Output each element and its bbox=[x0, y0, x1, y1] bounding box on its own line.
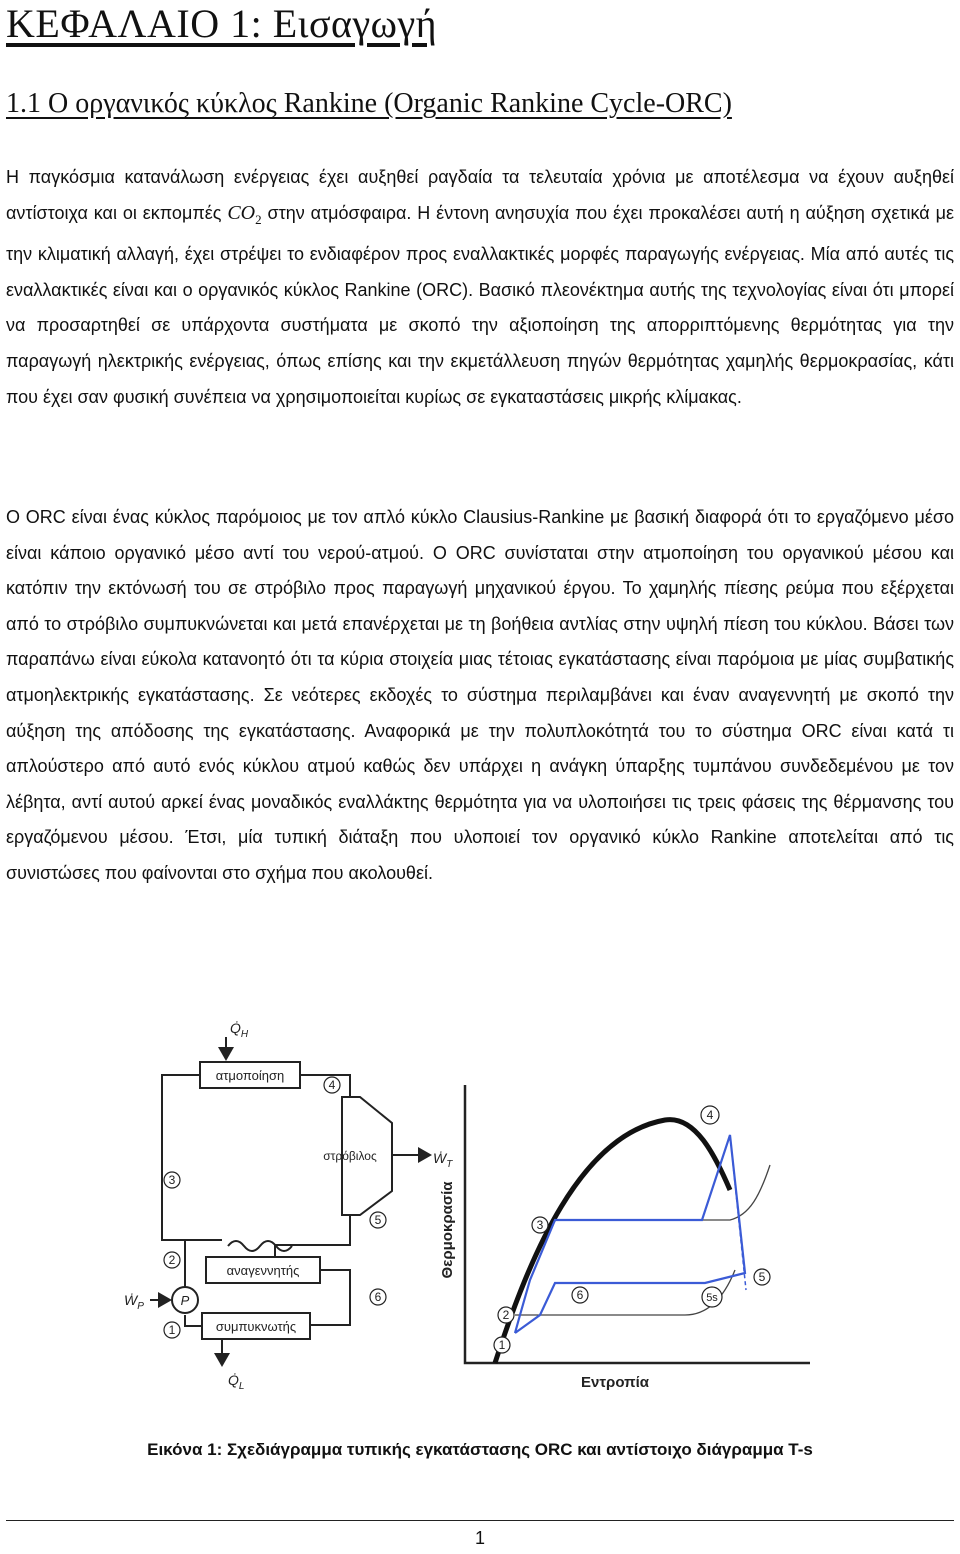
intro-text-after-formula: στην ατμόσφαιρα. Η έντονη ανησυχία που έχει προκαλέσει αυτή η αύξηση σχετικά με την κλιματική αλλαγή, έχει στρέψει το ενδιαφέρον προς εναλλακτικές μορφές παραγωγής ενέργειας. Μία από αυτές τις εναλλακτικές είναι και ο οργανικός κύκλος Rankine (ORC). Βασικό πλεονέκτημα αυτής της τεχνολογίας είναι ότι μπορεί να προσαρτηθεί σε υπάρχοντα συστήματα με σκοπό την αξιοποίηση της απορριπτόμενης θερμότητας για την παραγωγή ηλεκτρικής ενέργειας, όπως επίσης και την εκμετάλλευση πηγών θερμότητας χαμηλής θερμοκρασίας, κάτι που έχει σαν φυσική συνέπεια να χρησιμοποιείται κυρίως σε εγκαταστάσεις μικρής κλίμακας. bbox=[6, 202, 955, 407]
svg-text:6: 6 bbox=[374, 1290, 382, 1304]
section-title: 1.1 Ο οργανικός κύκλος Rankine (Organic Rankine Cycle-ORC) bbox=[6, 88, 732, 119]
evaporator-label: ατμοποίηση bbox=[215, 1068, 285, 1083]
svg-text:1: 1 bbox=[498, 1338, 506, 1352]
footer-rule bbox=[6, 1520, 954, 1521]
heat-out-label: $Q̇_L$ bbox=[228, 1372, 245, 1392]
orc-description-paragraph: Ο ORC είναι ένας κύκλος παρόμοιος με τον απλό κύκλο Clausius-Rankine με βασική διαφορά ότι το εργαζόμενο μέσο είναι κάποιο οργανικό μέσο αντί του νερού-ατμού. Ο ORC συνίσταται στην ατμοποίηση του οργανικού μέσου και κατόπιν την εκτόνωσή του σε στρόβιλο προς παραγωγή μηχανικού έργου. Το χαμηλής πίεσης ρεύμα που εξέρχεται από το στρόβιλο συμπυκνώνεται και μετά επανέρχεται με τη βοήθεια αντλίας στην υψηλή πίεση του κύκλου. Βάσει των παραπάνω είναι εύκολα κατανοητό ότι τα κύρια στοιχεία μιας τέτοιας εγκατάστασης είναι παρόμοια με μίας συμβατικής ατμοηλεκτρικής εγκατάστασης. Σε νεότερες εκδοχές το σύστημα περιλαμβάνει και έναν αναγεννητή με σκοπό την αύξηση της απόδοσης της εγκατάστασης. Αναφορικά με την πολυπλοκότητά του το σύστημα ORC είναι κατά τι απλούστερο από αυτό ενός κύκλου ατμού καθώς δεν υπάρχει η ανάγκη ύπαρξης τυμπάνου συνδεδεμένου με τον λέβητα, αντί αυτού αρκεί ένας μοναδικός εναλλάκτης θερμότητα για να υλοποιήσει τις τρεις φάσεις της θέρμανσης του εργαζόμενου μέσου. Έτσι, μία τυπική διάταξη που υλοποιεί τον οργανικό κύκλο Rankine αποτελείται από τις συνιστώσες που φαίνονται στο σχήμα που ακολουθεί. bbox=[6, 507, 954, 883]
condenser-label: συμπυκνωτής bbox=[215, 1319, 297, 1334]
svg-text:4: 4 bbox=[706, 1108, 714, 1122]
figure-caption: Εικόνα 1: Σχεδιάγραμμα τυπικής εγκατάστασης ORC και αντίστοιχο διάγραμμα T-s bbox=[147, 1440, 813, 1459]
ts-state-5 bbox=[754, 1269, 770, 1285]
svg-text:2: 2 bbox=[502, 1308, 510, 1322]
schematic-state-3 bbox=[164, 1172, 180, 1188]
ts-y-axis-label: Θερμοκρασία bbox=[439, 1181, 456, 1279]
svg-text:1: 1 bbox=[168, 1323, 176, 1337]
chapter-title: ΚΕΦΑΛΑΙΟ 1: Εισαγωγή bbox=[6, 1, 438, 46]
svg-text:3: 3 bbox=[536, 1218, 544, 1232]
ts-x-axis-label: Εντροπία bbox=[581, 1374, 649, 1391]
ts-state-1 bbox=[494, 1337, 510, 1353]
pump-label: P bbox=[180, 1293, 190, 1308]
turbine-work-label: Ẇ$_T$ bbox=[433, 1150, 453, 1170]
intro-text-before-formula: Η παγκόσμια κατανάλωση ενέργειας έχει αυξηθεί ραγδαία τα τελευταία χρόνια με αποτέλεσμα να έχουν αυξηθεί αντίστοιχα και οι εκπομπές bbox=[6, 167, 954, 223]
svg-text:6: 6 bbox=[576, 1288, 584, 1302]
co2-formula: $CO_2$ bbox=[227, 201, 262, 227]
schematic-state-6 bbox=[370, 1289, 386, 1305]
pump-work-label: Ẇ$_P$ bbox=[124, 1292, 144, 1312]
orc-figure bbox=[110, 1015, 830, 1410]
orc-schematic bbox=[150, 1037, 430, 1365]
schematic-state-4 bbox=[324, 1077, 340, 1093]
ts-state-6 bbox=[572, 1287, 588, 1303]
ts-state-markers bbox=[494, 1106, 770, 1353]
ts-state-4 bbox=[701, 1106, 719, 1124]
svg-text:3: 3 bbox=[168, 1173, 176, 1187]
saturation-dome bbox=[495, 1120, 730, 1363]
intro-paragraph bbox=[6, 160, 954, 415]
ts-state-3 bbox=[532, 1217, 548, 1233]
regenerator-label: αναγεννητής bbox=[226, 1263, 300, 1278]
heat-in-label: $Q̇_H$ bbox=[230, 1020, 249, 1040]
ts-state-5s bbox=[702, 1287, 722, 1307]
svg-text:4: 4 bbox=[328, 1078, 336, 1092]
schematic-state-5 bbox=[370, 1212, 386, 1228]
svg-text:5: 5 bbox=[374, 1213, 382, 1227]
schematic-state-2 bbox=[164, 1252, 180, 1268]
turbine-label: στρόβιλος bbox=[323, 1149, 377, 1163]
ts-diagram bbox=[465, 1085, 810, 1363]
svg-text:5: 5 bbox=[758, 1270, 766, 1284]
svg-text:5s: 5s bbox=[706, 1292, 718, 1304]
ts-state-2 bbox=[498, 1307, 514, 1323]
page-number: 1 bbox=[474, 1528, 485, 1548]
schematic-state-1 bbox=[164, 1322, 180, 1338]
svg-text:2: 2 bbox=[168, 1253, 176, 1267]
